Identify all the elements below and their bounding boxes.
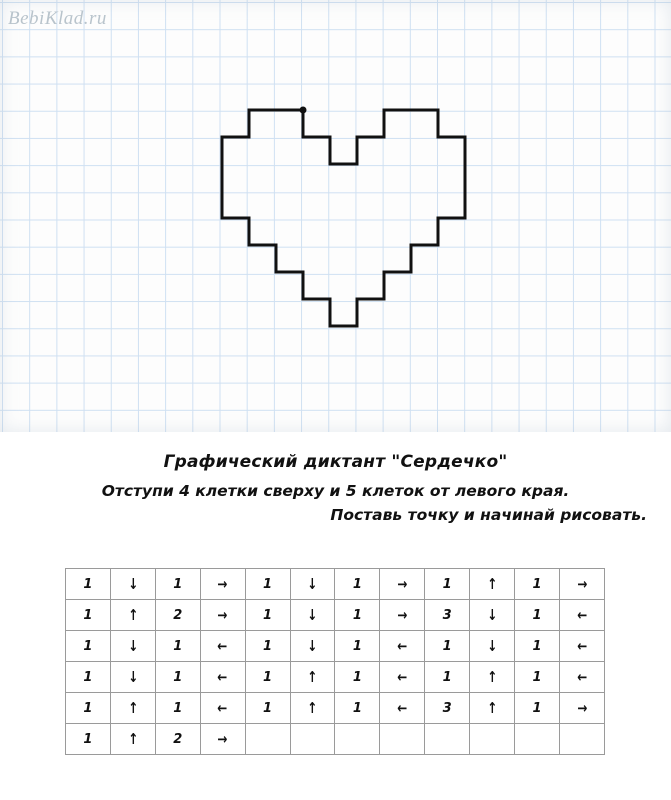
- step-count-cell: 1: [425, 631, 470, 662]
- step-count-cell: 1: [515, 631, 560, 662]
- arrow-left-icon: [200, 662, 245, 693]
- step-count-cell: 1: [515, 569, 560, 600]
- arrow-right-icon: [559, 569, 604, 600]
- empty-cell: [470, 724, 515, 755]
- step-count-cell: 1: [66, 600, 111, 631]
- arrow-glyph: ←: [576, 636, 588, 655]
- empty-cell: [245, 724, 290, 755]
- table-row: [66, 693, 605, 724]
- arrow-right-icon: [200, 724, 245, 755]
- step-count-cell: 1: [335, 662, 380, 693]
- step-count-cell: 1: [66, 724, 111, 755]
- arrow-glyph: ↑: [307, 667, 318, 686]
- table-row: [66, 569, 605, 600]
- step-count-cell: 2: [155, 600, 200, 631]
- step-count-cell: 1: [155, 569, 200, 600]
- arrow-glyph: →: [397, 605, 408, 624]
- arrow-down-icon: [470, 631, 515, 662]
- arrow-up-icon: [470, 693, 515, 724]
- steps-table: [65, 568, 605, 755]
- arrow-right-icon: [559, 693, 604, 724]
- arrow-down-icon: [110, 569, 155, 600]
- step-count-cell: 1: [335, 569, 380, 600]
- arrow-up-icon: [290, 662, 335, 693]
- arrow-glyph: ↑: [487, 574, 498, 593]
- step-count-cell: 1: [245, 693, 290, 724]
- arrow-up-icon: [290, 693, 335, 724]
- step-count-cell: 1: [335, 600, 380, 631]
- arrow-up-icon: [470, 569, 515, 600]
- step-count-cell: 1: [66, 569, 111, 600]
- step-count-cell: 1: [245, 569, 290, 600]
- arrow-glyph: ↓: [127, 667, 138, 686]
- arrow-glyph: ↑: [487, 667, 498, 686]
- arrow-glyph: ↑: [127, 729, 138, 748]
- arrow-glyph: ←: [217, 636, 228, 655]
- step-count-cell: 1: [335, 631, 380, 662]
- instruction-line-1: Отступи 4 клетки сверху и 5 клеток от левого края.: [101, 482, 570, 500]
- arrow-down-icon: [290, 569, 335, 600]
- arrow-up-icon: [110, 600, 155, 631]
- arrow-glyph: ↑: [127, 698, 138, 717]
- arrow-left-icon: [380, 662, 425, 693]
- heart-outline-path: [222, 110, 465, 326]
- step-count-cell: 1: [425, 569, 470, 600]
- empty-cell: [290, 724, 335, 755]
- arrow-glyph: ↑: [487, 698, 498, 717]
- step-count-cell: 1: [66, 631, 111, 662]
- arrow-glyph: →: [217, 574, 228, 593]
- step-count-cell: 1: [66, 693, 111, 724]
- arrow-down-icon: [290, 631, 335, 662]
- arrow-glyph: ↓: [307, 636, 318, 655]
- step-count-cell: 1: [425, 662, 470, 693]
- step-count-cell: 1: [515, 693, 560, 724]
- instruction-line-2: Поставь точку и начинай рисовать.: [330, 506, 647, 524]
- worksheet-text-block: [0, 440, 671, 524]
- arrow-left-icon: [380, 631, 425, 662]
- page-title: Графический диктант "Сердечко": [163, 452, 508, 472]
- arrow-left-icon: [559, 662, 604, 693]
- arrow-left-icon: [200, 631, 245, 662]
- arrow-right-icon: [380, 569, 425, 600]
- arrow-down-icon: [110, 631, 155, 662]
- arrow-glyph: ←: [576, 667, 588, 686]
- arrow-glyph: ←: [217, 698, 228, 717]
- watermark-text: BebiKlad.ru: [8, 8, 107, 29]
- step-count-cell: 1: [245, 600, 290, 631]
- arrow-right-icon: [200, 600, 245, 631]
- arrow-glyph: ←: [397, 667, 408, 686]
- arrow-glyph: ↓: [307, 605, 318, 624]
- arrow-glyph: ↓: [127, 574, 138, 593]
- step-count-cell: 3: [425, 600, 470, 631]
- arrow-down-icon: [110, 662, 155, 693]
- arrow-right-icon: [200, 569, 245, 600]
- arrow-glyph: ←: [576, 605, 588, 624]
- arrow-up-icon: [110, 724, 155, 755]
- arrow-up-icon: [110, 693, 155, 724]
- table-row: [66, 662, 605, 693]
- arrow-glyph: →: [397, 574, 408, 593]
- arrow-left-icon: [559, 631, 604, 662]
- arrow-glyph: ↓: [307, 574, 318, 593]
- step-count-cell: 1: [155, 631, 200, 662]
- step-count-cell: 1: [155, 662, 200, 693]
- arrow-down-icon: [290, 600, 335, 631]
- step-count-cell: 1: [515, 662, 560, 693]
- table-row: [66, 724, 605, 755]
- arrow-glyph: →: [217, 605, 228, 624]
- step-count-cell: 1: [245, 662, 290, 693]
- step-count-cell: 1: [155, 693, 200, 724]
- empty-cell: [559, 724, 604, 755]
- step-count-cell: 3: [425, 693, 470, 724]
- empty-cell: [515, 724, 560, 755]
- arrow-right-icon: [380, 600, 425, 631]
- arrow-glyph: ↓: [487, 605, 498, 624]
- table-row: [66, 631, 605, 662]
- arrow-glyph: ↓: [487, 636, 498, 655]
- step-count-cell: 2: [155, 724, 200, 755]
- arrow-up-icon: [470, 662, 515, 693]
- arrow-left-icon: [200, 693, 245, 724]
- arrow-glyph: ↓: [127, 636, 138, 655]
- arrow-glyph: ←: [397, 698, 408, 717]
- empty-cell: [335, 724, 380, 755]
- arrow-glyph: →: [217, 729, 228, 748]
- table-row: [66, 600, 605, 631]
- arrow-down-icon: [470, 600, 515, 631]
- step-count-cell: 1: [245, 631, 290, 662]
- arrow-glyph: ←: [397, 636, 408, 655]
- arrow-glyph: →: [576, 698, 588, 717]
- arrow-glyph: ↑: [127, 605, 138, 624]
- start-point-dot: [300, 107, 307, 114]
- arrow-glyph: ←: [217, 667, 228, 686]
- step-count-cell: 1: [66, 662, 111, 693]
- arrow-glyph: →: [576, 574, 588, 593]
- step-count-cell: 1: [335, 693, 380, 724]
- empty-cell: [425, 724, 470, 755]
- steps-table-container: [65, 568, 605, 755]
- step-count-cell: 1: [515, 600, 560, 631]
- empty-cell: [380, 724, 425, 755]
- arrow-left-icon: [559, 600, 604, 631]
- arrow-left-icon: [380, 693, 425, 724]
- arrow-glyph: ↑: [307, 698, 318, 717]
